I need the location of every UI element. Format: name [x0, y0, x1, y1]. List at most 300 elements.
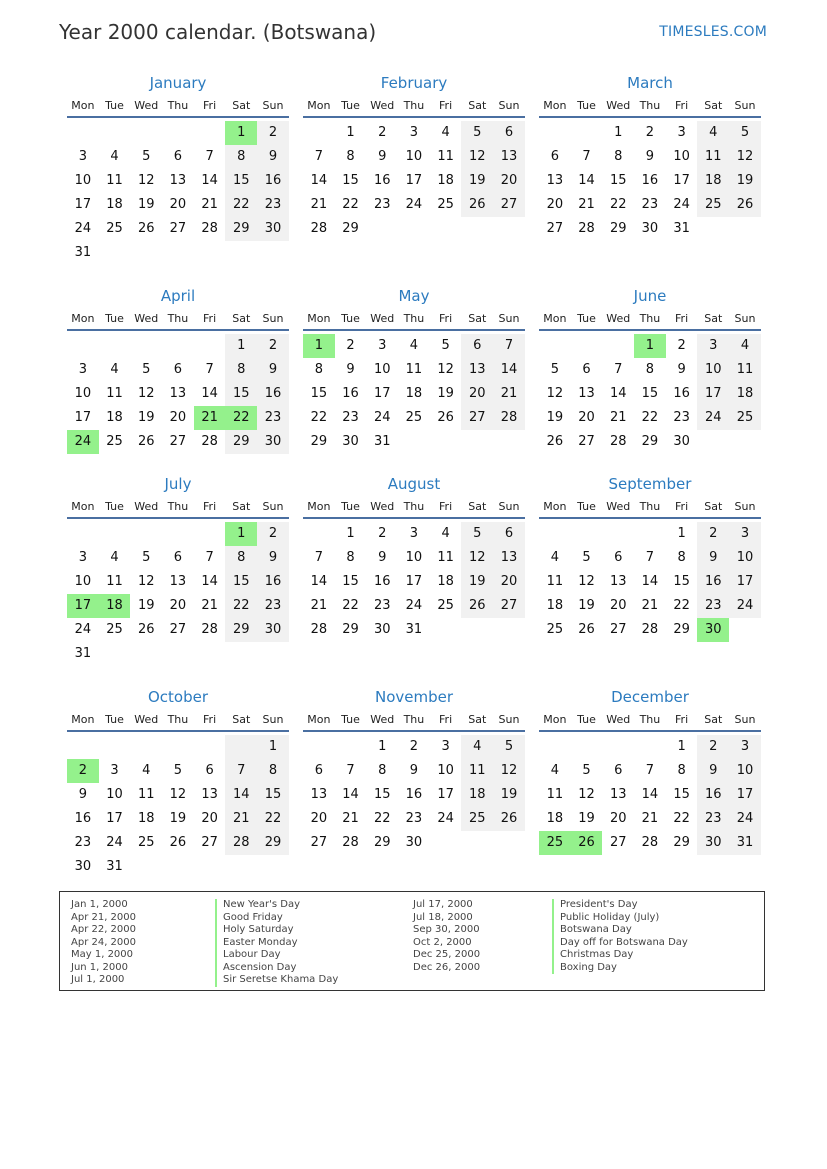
day-cell[interactable]: 18: [461, 783, 493, 807]
day-cell[interactable]: 5: [582, 763, 591, 778]
day-cell[interactable]: 13: [493, 546, 525, 570]
day-cell[interactable]: 13: [201, 787, 218, 802]
day-cell[interactable]: 18: [106, 410, 123, 425]
day-cell[interactable]: 20: [493, 169, 525, 193]
day-cell[interactable]: 28: [201, 221, 218, 236]
day-cell[interactable]: 22: [673, 811, 690, 826]
holiday-day-cell[interactable]: 1: [225, 522, 257, 546]
day-cell[interactable]: 6: [461, 334, 493, 358]
day-cell[interactable]: 25: [405, 410, 423, 425]
holiday-day-cell[interactable]: 21: [194, 406, 226, 430]
day-cell[interactable]: 23: [257, 193, 289, 217]
day-cell[interactable]: 31: [373, 434, 391, 449]
day-cell[interactable]: 27: [578, 434, 595, 449]
day-cell[interactable]: 19: [461, 169, 493, 193]
day-cell[interactable]: 15: [342, 173, 359, 188]
day-cell[interactable]: 9: [346, 362, 355, 377]
day-cell[interactable]: 19: [437, 386, 454, 401]
day-cell[interactable]: 11: [546, 787, 564, 802]
day-cell[interactable]: 25: [437, 598, 454, 613]
day-cell[interactable]: 12: [137, 386, 155, 401]
day-cell[interactable]: 24: [729, 807, 761, 831]
day-cell[interactable]: 22: [310, 410, 328, 425]
day-cell[interactable]: 18: [546, 811, 564, 826]
day-cell[interactable]: 17: [729, 570, 761, 594]
day-cell[interactable]: 4: [110, 149, 119, 164]
day-cell[interactable]: 5: [142, 149, 151, 164]
day-cell[interactable]: 8: [257, 759, 289, 783]
day-cell[interactable]: 14: [641, 574, 659, 589]
day-cell[interactable]: 21: [578, 197, 595, 212]
day-cell[interactable]: 8: [645, 362, 655, 377]
day-cell[interactable]: 17: [437, 787, 454, 802]
day-cell[interactable]: 14: [201, 386, 218, 401]
day-cell[interactable]: 2: [697, 522, 729, 546]
day-cell[interactable]: 19: [137, 410, 155, 425]
day-cell[interactable]: 29: [342, 221, 359, 236]
day-cell[interactable]: 3: [409, 526, 419, 541]
holiday-day-cell[interactable]: 1: [225, 121, 257, 145]
day-cell[interactable]: 2: [257, 334, 289, 358]
day-cell[interactable]: 16: [641, 173, 659, 188]
day-cell[interactable]: 15: [342, 574, 359, 589]
day-cell[interactable]: 13: [609, 574, 627, 589]
day-cell[interactable]: 16: [405, 787, 423, 802]
day-cell[interactable]: 25: [106, 434, 123, 449]
day-cell[interactable]: 11: [437, 550, 454, 565]
day-cell[interactable]: 5: [550, 362, 559, 377]
day-cell[interactable]: 17: [697, 382, 729, 406]
day-cell[interactable]: 17: [74, 410, 92, 425]
day-cell[interactable]: 30: [641, 221, 659, 236]
day-cell[interactable]: 7: [205, 550, 214, 565]
holiday-day-cell[interactable]: 2: [67, 759, 99, 783]
day-cell[interactable]: 2: [409, 739, 419, 754]
day-cell[interactable]: 27: [169, 221, 187, 236]
day-cell[interactable]: 9: [409, 763, 419, 778]
day-cell[interactable]: 22: [225, 594, 257, 618]
day-cell[interactable]: 17: [74, 197, 92, 212]
day-cell[interactable]: 16: [257, 570, 289, 594]
day-cell[interactable]: 22: [225, 193, 257, 217]
day-cell[interactable]: 25: [106, 221, 123, 236]
day-cell[interactable]: 30: [74, 859, 92, 874]
day-cell[interactable]: 19: [137, 598, 155, 613]
day-cell[interactable]: 19: [546, 410, 564, 425]
day-cell[interactable]: 14: [578, 173, 595, 188]
holiday-day-cell[interactable]: 1: [303, 334, 335, 358]
day-cell[interactable]: 4: [461, 735, 493, 759]
day-cell[interactable]: 8: [346, 149, 355, 164]
day-cell[interactable]: 18: [106, 197, 123, 212]
day-cell[interactable]: 10: [74, 173, 92, 188]
day-cell[interactable]: 12: [137, 574, 155, 589]
day-cell[interactable]: 27: [609, 835, 627, 850]
day-cell[interactable]: 26: [137, 622, 155, 637]
day-cell[interactable]: 2: [257, 522, 289, 546]
day-cell[interactable]: 13: [169, 386, 187, 401]
day-cell[interactable]: 12: [578, 787, 595, 802]
day-cell[interactable]: 9: [645, 149, 655, 164]
day-cell[interactable]: 25: [137, 835, 155, 850]
holiday-day-cell[interactable]: 18: [99, 594, 131, 618]
day-cell[interactable]: 9: [378, 550, 387, 565]
day-cell[interactable]: 15: [673, 574, 690, 589]
day-cell[interactable]: 4: [441, 526, 450, 541]
day-cell[interactable]: 27: [169, 622, 187, 637]
day-cell[interactable]: 30: [342, 434, 359, 449]
day-cell[interactable]: 22: [342, 598, 359, 613]
day-cell[interactable]: 30: [673, 434, 690, 449]
day-cell[interactable]: 25: [697, 193, 729, 217]
day-cell[interactable]: 6: [314, 763, 323, 778]
day-cell[interactable]: 10: [729, 546, 761, 570]
day-cell[interactable]: 9: [257, 358, 289, 382]
day-cell[interactable]: 17: [106, 811, 123, 826]
day-cell[interactable]: 1: [378, 739, 387, 754]
day-cell[interactable]: 2: [378, 526, 387, 541]
day-cell[interactable]: 12: [493, 759, 525, 783]
day-cell[interactable]: 5: [461, 522, 493, 546]
day-cell[interactable]: 2: [378, 125, 387, 140]
day-cell[interactable]: 14: [609, 386, 627, 401]
day-cell[interactable]: 4: [550, 763, 559, 778]
day-cell[interactable]: 17: [673, 173, 690, 188]
day-cell[interactable]: 10: [74, 574, 92, 589]
day-cell[interactable]: 10: [673, 149, 690, 164]
day-cell[interactable]: 24: [74, 622, 92, 637]
holiday-day-cell[interactable]: 17: [67, 594, 99, 618]
day-cell[interactable]: 30: [257, 217, 289, 241]
day-cell[interactable]: 26: [437, 410, 454, 425]
day-cell[interactable]: 5: [441, 338, 450, 353]
day-cell[interactable]: 12: [461, 145, 493, 169]
day-cell[interactable]: 29: [257, 831, 289, 855]
day-cell[interactable]: 8: [677, 550, 686, 565]
day-cell[interactable]: 31: [106, 859, 123, 874]
day-cell[interactable]: 29: [373, 835, 391, 850]
day-cell[interactable]: 6: [582, 362, 591, 377]
day-cell[interactable]: 12: [461, 546, 493, 570]
day-cell[interactable]: 8: [225, 358, 257, 382]
day-cell[interactable]: 20: [169, 197, 187, 212]
day-cell[interactable]: 9: [697, 759, 729, 783]
day-cell[interactable]: 24: [673, 197, 690, 212]
day-cell[interactable]: 4: [142, 763, 151, 778]
day-cell[interactable]: 30: [257, 430, 289, 454]
day-cell[interactable]: 24: [405, 598, 423, 613]
day-cell[interactable]: 7: [205, 362, 214, 377]
day-cell[interactable]: 2: [257, 121, 289, 145]
day-cell[interactable]: 25: [106, 622, 123, 637]
day-cell[interactable]: 5: [493, 735, 525, 759]
day-cell[interactable]: 21: [342, 811, 359, 826]
day-cell[interactable]: 23: [697, 807, 729, 831]
day-cell[interactable]: 22: [342, 197, 359, 212]
day-cell[interactable]: 12: [137, 173, 155, 188]
day-cell[interactable]: 18: [546, 598, 564, 613]
day-cell[interactable]: 22: [257, 807, 289, 831]
day-cell[interactable]: 21: [201, 197, 218, 212]
day-cell[interactable]: 22: [641, 410, 659, 425]
day-cell[interactable]: 23: [405, 811, 423, 826]
day-cell[interactable]: 7: [645, 763, 655, 778]
day-cell[interactable]: 1: [677, 526, 686, 541]
day-cell[interactable]: 28: [201, 622, 218, 637]
day-cell[interactable]: 30: [697, 831, 729, 855]
day-cell[interactable]: 6: [614, 763, 623, 778]
day-cell[interactable]: 23: [257, 594, 289, 618]
day-cell[interactable]: 15: [225, 169, 257, 193]
day-cell[interactable]: 7: [346, 763, 355, 778]
day-cell[interactable]: 20: [609, 811, 627, 826]
day-cell[interactable]: 23: [373, 197, 391, 212]
day-cell[interactable]: 3: [697, 334, 729, 358]
day-cell[interactable]: 27: [546, 221, 564, 236]
day-cell[interactable]: 14: [201, 574, 218, 589]
day-cell[interactable]: 30: [373, 622, 391, 637]
day-cell[interactable]: 21: [310, 598, 328, 613]
day-cell[interactable]: 18: [697, 169, 729, 193]
day-cell[interactable]: 12: [578, 574, 595, 589]
day-cell[interactable]: 23: [342, 410, 359, 425]
day-cell[interactable]: 21: [493, 382, 525, 406]
day-cell[interactable]: 7: [645, 550, 655, 565]
day-cell[interactable]: 17: [373, 386, 391, 401]
day-cell[interactable]: 24: [373, 410, 391, 425]
day-cell[interactable]: 8: [378, 763, 387, 778]
day-cell[interactable]: 7: [225, 759, 257, 783]
day-cell[interactable]: 8: [677, 763, 686, 778]
day-cell[interactable]: 17: [405, 574, 423, 589]
day-cell[interactable]: 28: [641, 835, 659, 850]
day-cell[interactable]: 24: [405, 197, 423, 212]
day-cell[interactable]: 26: [578, 622, 595, 637]
day-cell[interactable]: 5: [142, 550, 151, 565]
day-cell[interactable]: 20: [169, 598, 187, 613]
day-cell[interactable]: 6: [493, 522, 525, 546]
day-cell[interactable]: 28: [310, 221, 328, 236]
day-cell[interactable]: 18: [437, 173, 454, 188]
day-cell[interactable]: 12: [169, 787, 187, 802]
day-cell[interactable]: 25: [729, 406, 761, 430]
day-cell[interactable]: 31: [729, 831, 761, 855]
day-cell[interactable]: 10: [106, 787, 123, 802]
holiday-day-cell[interactable]: 26: [571, 831, 603, 855]
day-cell[interactable]: 28: [342, 835, 359, 850]
day-cell[interactable]: 28: [310, 622, 328, 637]
holiday-day-cell[interactable]: 1: [634, 334, 666, 358]
day-cell[interactable]: 7: [582, 149, 591, 164]
day-cell[interactable]: 1: [677, 739, 686, 754]
day-cell[interactable]: 3: [441, 739, 450, 754]
day-cell[interactable]: 15: [641, 386, 659, 401]
day-cell[interactable]: 5: [461, 121, 493, 145]
day-cell[interactable]: 17: [405, 173, 423, 188]
day-cell[interactable]: 16: [257, 382, 289, 406]
day-cell[interactable]: 20: [493, 570, 525, 594]
day-cell[interactable]: 29: [641, 434, 659, 449]
day-cell[interactable]: 12: [729, 145, 761, 169]
day-cell[interactable]: 7: [493, 334, 525, 358]
day-cell[interactable]: 9: [378, 149, 387, 164]
day-cell[interactable]: 4: [729, 334, 761, 358]
day-cell[interactable]: 18: [405, 386, 423, 401]
day-cell[interactable]: 21: [201, 598, 218, 613]
day-cell[interactable]: 20: [578, 410, 595, 425]
day-cell[interactable]: 26: [546, 434, 564, 449]
day-cell[interactable]: 13: [169, 173, 187, 188]
day-cell[interactable]: 28: [201, 434, 218, 449]
day-cell[interactable]: 17: [729, 783, 761, 807]
day-cell[interactable]: 20: [546, 197, 564, 212]
day-cell[interactable]: 22: [609, 197, 627, 212]
day-cell[interactable]: 15: [310, 386, 328, 401]
day-cell[interactable]: 7: [614, 362, 623, 377]
day-cell[interactable]: 3: [78, 362, 87, 377]
day-cell[interactable]: 26: [461, 594, 493, 618]
day-cell[interactable]: 13: [461, 358, 493, 382]
day-cell[interactable]: 19: [729, 169, 761, 193]
day-cell[interactable]: 29: [342, 622, 359, 637]
day-cell[interactable]: 31: [74, 646, 92, 661]
day-cell[interactable]: 7: [205, 149, 214, 164]
day-cell[interactable]: 2: [677, 338, 686, 353]
day-cell[interactable]: 13: [493, 145, 525, 169]
day-cell[interactable]: 13: [310, 787, 328, 802]
day-cell[interactable]: 10: [437, 763, 454, 778]
day-cell[interactable]: 27: [461, 406, 493, 430]
day-cell[interactable]: 3: [78, 550, 87, 565]
day-cell[interactable]: 29: [225, 217, 257, 241]
day-cell[interactable]: 19: [578, 811, 595, 826]
day-cell[interactable]: 11: [137, 787, 155, 802]
day-cell[interactable]: 21: [641, 811, 659, 826]
day-cell[interactable]: 8: [614, 149, 623, 164]
day-cell[interactable]: 26: [137, 434, 155, 449]
day-cell[interactable]: 14: [201, 173, 218, 188]
day-cell[interactable]: 4: [441, 125, 450, 140]
day-cell[interactable]: 19: [461, 570, 493, 594]
day-cell[interactable]: 4: [409, 338, 419, 353]
day-cell[interactable]: 30: [405, 835, 423, 850]
day-cell[interactable]: 6: [173, 550, 183, 565]
day-cell[interactable]: 28: [493, 406, 525, 430]
day-cell[interactable]: 6: [493, 121, 525, 145]
day-cell[interactable]: 11: [546, 574, 564, 589]
day-cell[interactable]: 27: [493, 594, 525, 618]
day-cell[interactable]: 13: [546, 173, 564, 188]
day-cell[interactable]: 15: [673, 787, 690, 802]
day-cell[interactable]: 10: [729, 759, 761, 783]
day-cell[interactable]: 23: [641, 197, 659, 212]
day-cell[interactable]: 9: [78, 787, 87, 802]
day-cell[interactable]: 19: [169, 811, 187, 826]
day-cell[interactable]: 16: [74, 811, 92, 826]
day-cell[interactable]: 27: [310, 835, 328, 850]
day-cell[interactable]: 26: [493, 807, 525, 831]
day-cell[interactable]: 1: [346, 125, 355, 140]
day-cell[interactable]: 13: [578, 386, 595, 401]
day-cell[interactable]: 20: [461, 382, 493, 406]
day-cell[interactable]: 6: [614, 550, 623, 565]
day-cell[interactable]: 22: [673, 598, 690, 613]
day-cell[interactable]: 16: [373, 574, 391, 589]
day-cell[interactable]: 26: [169, 835, 187, 850]
day-cell[interactable]: 21: [609, 410, 627, 425]
day-cell[interactable]: 11: [106, 574, 123, 589]
day-cell[interactable]: 24: [74, 221, 92, 236]
day-cell[interactable]: 7: [314, 149, 323, 164]
day-cell[interactable]: 15: [609, 173, 627, 188]
day-cell[interactable]: 16: [373, 173, 391, 188]
day-cell[interactable]: 5: [729, 121, 761, 145]
day-cell[interactable]: 21: [641, 598, 659, 613]
day-cell[interactable]: 23: [74, 835, 92, 850]
day-cell[interactable]: 20: [201, 811, 218, 826]
day-cell[interactable]: 29: [673, 622, 690, 637]
day-cell[interactable]: 23: [673, 410, 690, 425]
day-cell[interactable]: 27: [493, 193, 525, 217]
day-cell[interactable]: 4: [697, 121, 729, 145]
day-cell[interactable]: 14: [641, 787, 659, 802]
day-cell[interactable]: 29: [225, 430, 257, 454]
day-cell[interactable]: 24: [437, 811, 454, 826]
day-cell[interactable]: 18: [137, 811, 155, 826]
day-cell[interactable]: 5: [582, 550, 591, 565]
day-cell[interactable]: 19: [493, 783, 525, 807]
day-cell[interactable]: 28: [578, 221, 595, 236]
day-cell[interactable]: 9: [697, 546, 729, 570]
day-cell[interactable]: 27: [201, 835, 218, 850]
day-cell[interactable]: 11: [405, 362, 423, 377]
day-cell[interactable]: 20: [169, 410, 187, 425]
day-cell[interactable]: 1: [346, 526, 355, 541]
day-cell[interactable]: 7: [314, 550, 323, 565]
day-cell[interactable]: 2: [346, 338, 355, 353]
day-cell[interactable]: 2: [697, 735, 729, 759]
day-cell[interactable]: 14: [310, 173, 328, 188]
day-cell[interactable]: 15: [257, 783, 289, 807]
day-cell[interactable]: 25: [437, 197, 454, 212]
day-cell[interactable]: 31: [673, 221, 690, 236]
day-cell[interactable]: 25: [461, 807, 493, 831]
day-cell[interactable]: 3: [78, 149, 87, 164]
day-cell[interactable]: 16: [697, 570, 729, 594]
day-cell[interactable]: 3: [729, 735, 761, 759]
day-cell[interactable]: 1: [614, 125, 623, 140]
day-cell[interactable]: 4: [110, 362, 119, 377]
holiday-day-cell[interactable]: 30: [697, 618, 729, 642]
day-cell[interactable]: 27: [609, 622, 627, 637]
day-cell[interactable]: 24: [106, 835, 123, 850]
day-cell[interactable]: 8: [225, 145, 257, 169]
day-cell[interactable]: 9: [257, 546, 289, 570]
day-cell[interactable]: 12: [546, 386, 564, 401]
day-cell[interactable]: 5: [173, 763, 183, 778]
day-cell[interactable]: 14: [225, 783, 257, 807]
day-cell[interactable]: 11: [729, 358, 761, 382]
day-cell[interactable]: 26: [461, 193, 493, 217]
day-cell[interactable]: 21: [225, 807, 257, 831]
day-cell[interactable]: 27: [169, 434, 187, 449]
day-cell[interactable]: 15: [225, 570, 257, 594]
day-cell[interactable]: 1: [257, 735, 289, 759]
day-cell[interactable]: 14: [310, 574, 328, 589]
day-cell[interactable]: 5: [142, 362, 151, 377]
day-cell[interactable]: 1: [225, 334, 257, 358]
day-cell[interactable]: 8: [225, 546, 257, 570]
